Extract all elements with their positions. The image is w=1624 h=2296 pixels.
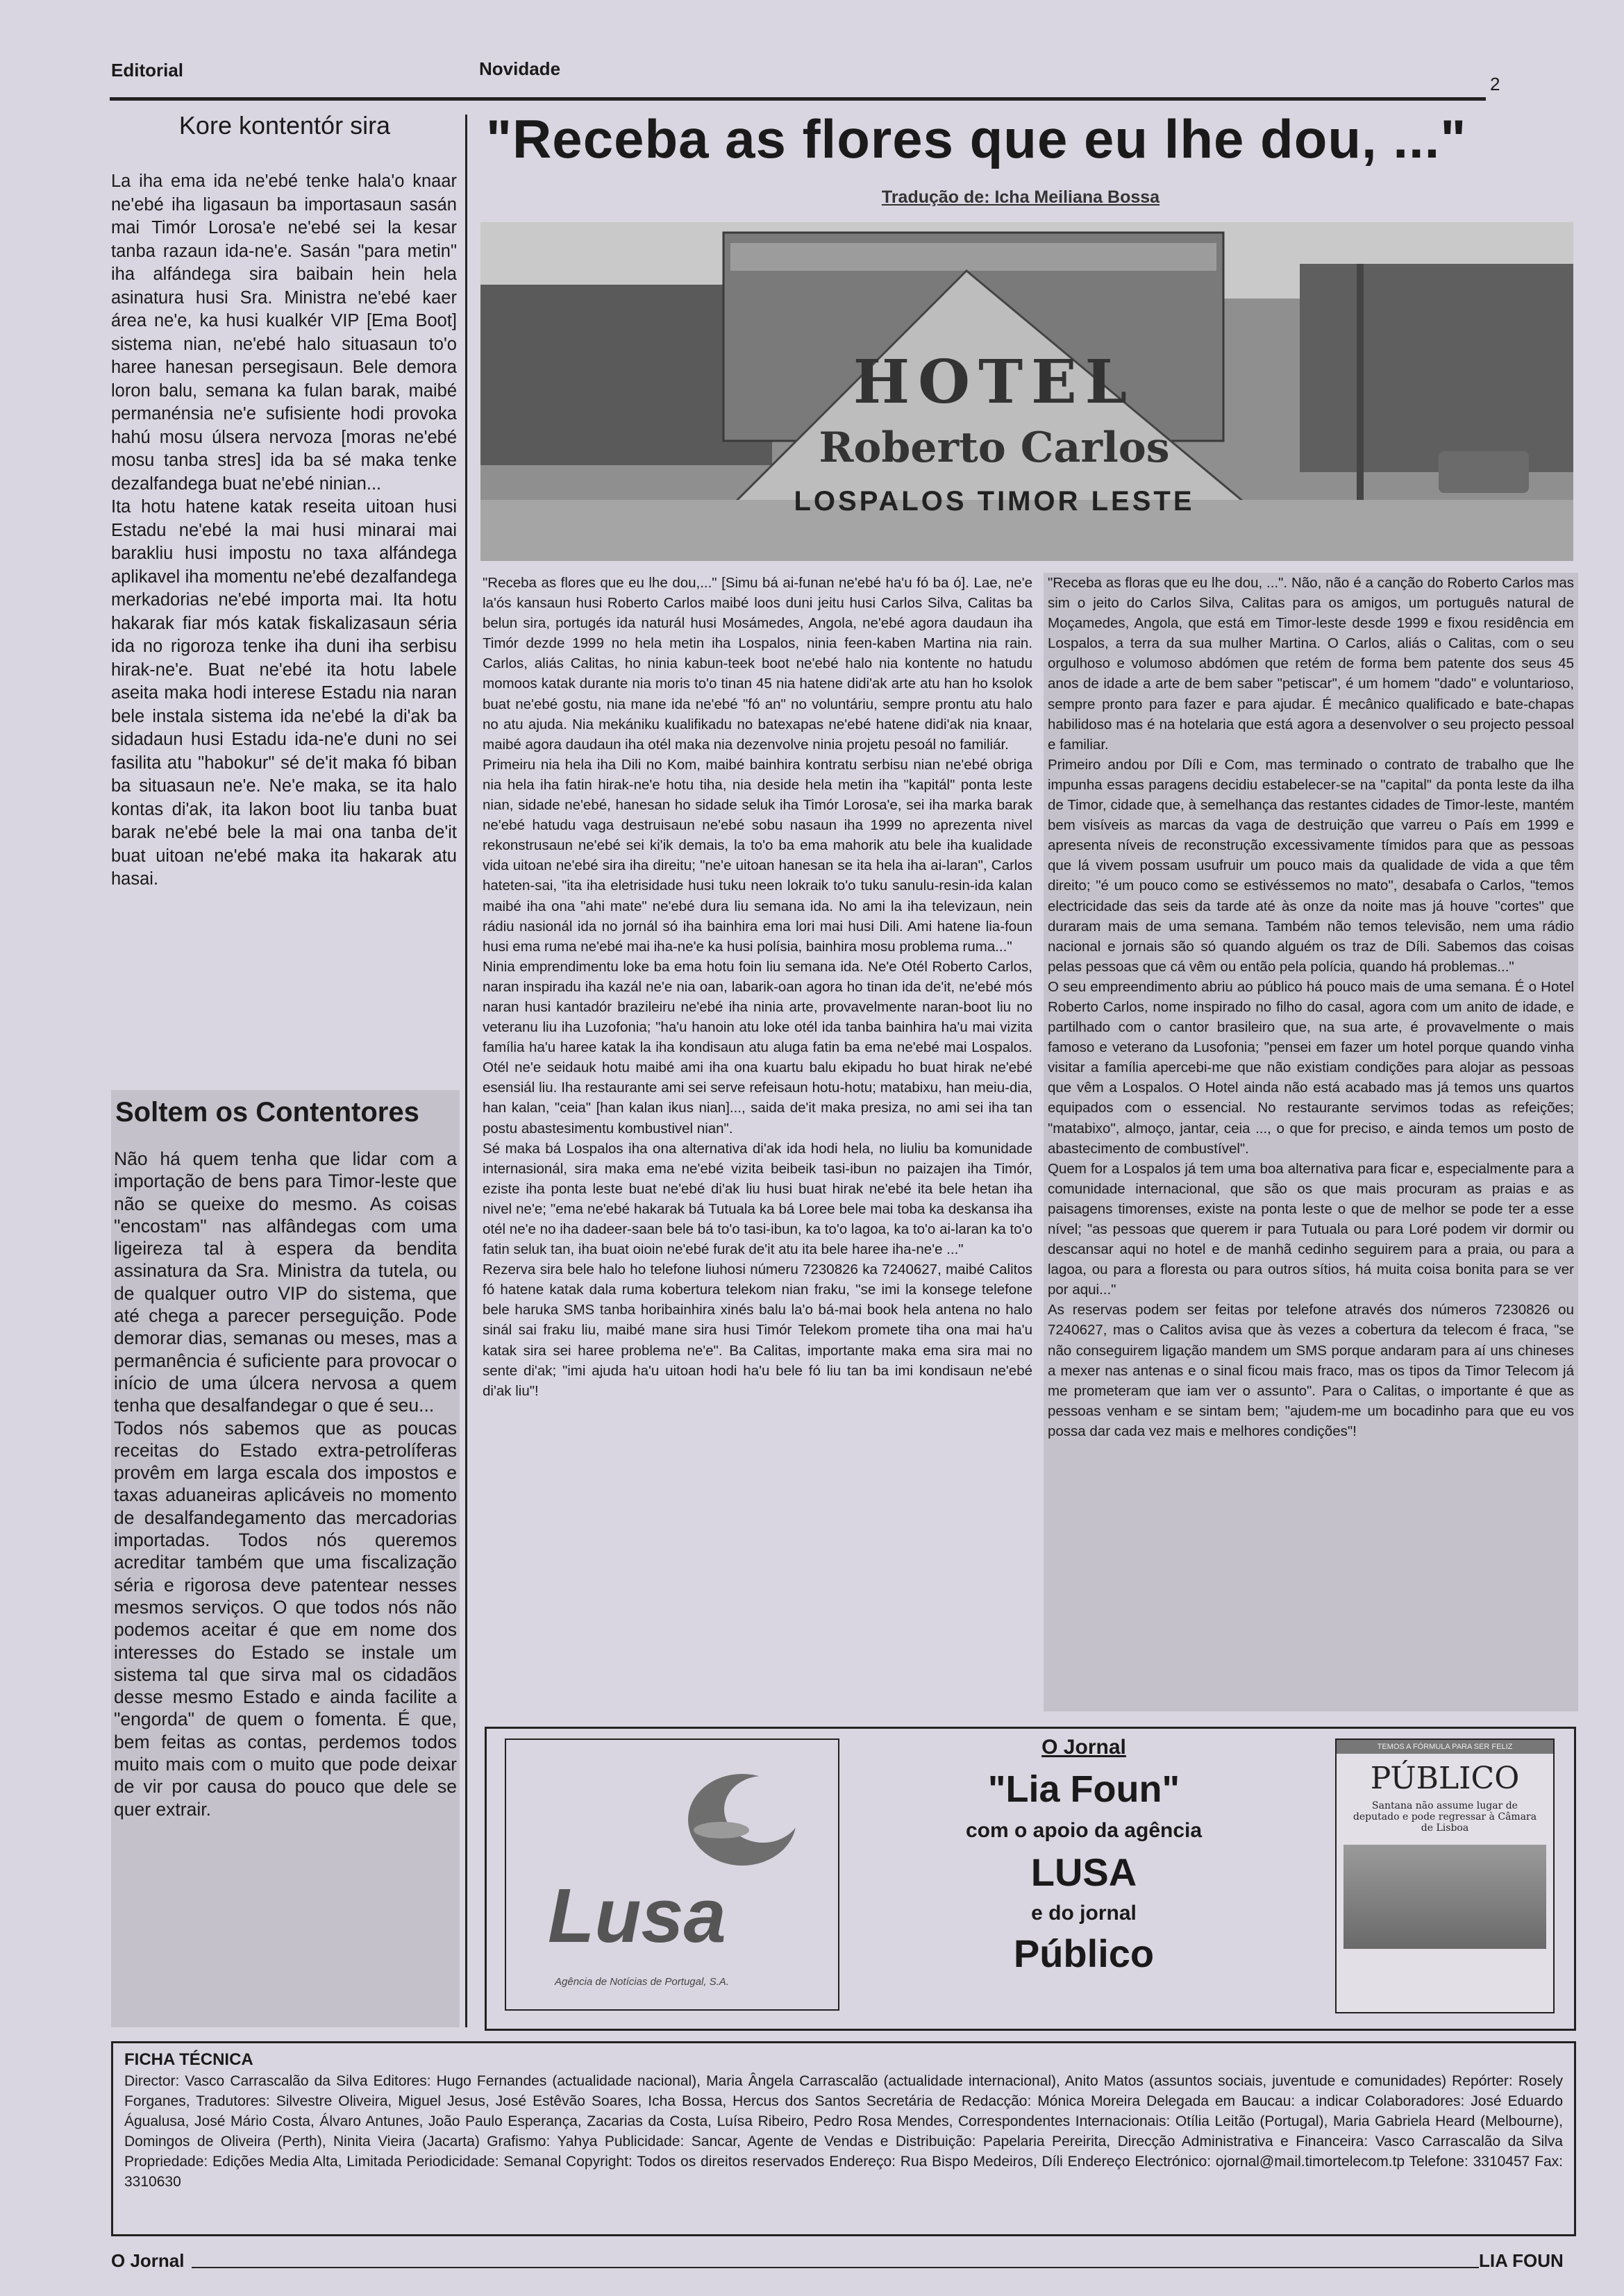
ad-text-block	[910, 1736, 1257, 1976]
ad-line-lia-foun: "Lia Foun"	[987, 1768, 1180, 1810]
editorial-box-pt	[111, 1090, 460, 2027]
hotel-sign-line2: Roberto Carlos	[819, 424, 1170, 472]
publico-photo	[1343, 1845, 1546, 1949]
ad-line-publico: Público	[1013, 1932, 1155, 1975]
section-label-novidade: Novidade	[479, 58, 561, 79]
ad-line-lusa: LUSA	[1030, 1850, 1137, 1894]
article-byline: Tradução de: Icha Meiliana Bossa	[881, 187, 1160, 207]
header-rule	[110, 97, 1486, 101]
section-label-editorial: Editorial	[111, 60, 184, 81]
article-column-pt: "Receba as floras que eu lhe dou, ...". Não, não é a canção do Roberto Carlos mas sim o jeito do Carlos Silva, Calitas para os amigos, um português natural de Moçamedes, Angola, que está em Timor-leste desde 1999 e fixou residência em Lospalos, a terra da sua mulher Martina. O Carlos, aliás o Calitas, com o seu orgulhoso e volumoso abdómen que retém de forma bem patente dos seus 45 anos de idade a arte de bem saber "petiscar", é um homem "dado" e voluntarioso, sempre pronto para fazer e para ajudar. É mecânico qualificado e bate-chapas habilidoso mas é na hotelaria que está agora a desenvolver o seu projecto pessoal e familiar. Primeiro andou por Díli e Com, mas terminado o contrato de trabalho que lhe impunha essas paragens decidiu estabelecer-se na "capital" da ponta leste da ilha de Timor, cidade que, à semelhança das restantes cidades de Timor-leste, mantém bem visíveis as marcas da vaga de destruição que varreu o País em 1999 e apresenta níveis de reconstrução excessivamente tímidos para que as pessoas que lá vivem possam usufruir um pouco mais da qualidade de vida a que têm direito; "é um pouco como se estivéssemos no mato", desabafa o Carlos, "temos electricidade das seis da tarde até às onze da noite mas já houve "cortes" que duraram mais de uma semana. Também não temos televisão, nem uma rádio nacional e jornais são só quando alguém os traz de Díli. Sabemos das coisas pelas pessoas que cá vêm ou então pela polícia, quando há problemas..." O seu empreendimento abriu ao público há pouco mais de uma semana. É o Hotel Roberto Carlos, nome inspirado no filho do casal, agora com um anito de idade, e partilhado com o cantor brasileiro que, na sua arte, é provavelmente o mais famoso e veterano da Lusofonia; "pensei em fazer um hotel porque quando vinha visitar a família apercebi-me que não existiam condições para alojar as pessoas que vêm a Lospalos. O Hotel ainda não está acabado mas já temos uns quartos equipados com o essencial. No restaurante servimos todas as refeições; "matabixo", almoço, jantar, ceia ..., o que for preciso, e ainda temos um posto de abastecimento de combustível". Quem for a Lospalos já tem uma boa alternativa para ficar e, especialmente para a comunidade internacional, que são os que mais procuram as praias e as paisagens timorenses, existe na ponta leste o que de melhor se pode ter a esse nível; "as pessoas que querem ir para Tutuala ou para Loré podem vir dormir ou descansar aqui no hotel e de manhã cedinho seguirem para a praia, ou para a lagoa, ou para a floresta ou para outros sítios, há muita coisa bonita para se ver por aqui..." As reservas podem ser feitas por telefone através dos números 7230826 ou 7240627, mas o Calitos avisa que às vezes a cobertura da telecom é fraca, "se não conseguirem ligação mandem um SMS porque andaram para aí uns chineses a mexer nas antenas e o sinal ficou mais fraco, mas os tipos da Timor Telecom já me prometeram que iam ver o assunto". Para o Calitas, o importante é que as pessoas venham e se sintam bem; "ajudem-me um bocadinho para que eu vos possa dar cada vez mais e melhores condições"!	[1048, 575, 1574, 1439]
footer-rule	[192, 2267, 1479, 2268]
publico-teaser: Santana não assume lugar de deputado e pode regressar à Câmara de Lisboa	[1353, 1800, 1537, 1834]
publico-banner: TEMOS A FÓRMULA PARA SER FELIZ	[1337, 1740, 1553, 1754]
hotel-photo	[480, 222, 1573, 561]
article-headline: "Receba as flores que eu lhe dou, ..."	[486, 108, 1467, 169]
ad-line-o-jornal: O Jornal	[1041, 1736, 1126, 1759]
ad-line-jornal: e do jornal	[1031, 1902, 1137, 1925]
ficha-text: Director: Vasco Carrascalão da Silva Editores: Hugo Fernandes (actualidade nacional), Maria Ângela Carrascalão (actualidade internacional), Anito Matos (assuntos sociais, juventude e comunidades) Repórter: Rosely Forganes, Tradutores: Silvestre Oliveira, Miguel Jesus, José Estêvão Soares, Icha Bossa, Hercus dos Santos Secretária de Redacção: Mónica Moreira Delegada em Baucau: a indicar Colaboradores: José Eduardo Águalusa, José Mário Costa, Álvaro Antunes, João Paulo Esperança, Zacarias da Costa, Luísa Ribeiro, Pedro Rosa Mendes, Correspondentes Internacionais: Otília Leitão (Portugal), Maria Gabriela Heard (Melbourne), Domingos de Oliveira (Perth), Ninita Vieira (Jacarta) Grafismo: Yahya Publicidade: Sancar, Agente de Vendas e Distribuição: Papelaria Pereirita, Direcção Administrativa e Financeira: Vasco Carrascalão da Silva Propriedade: Edições Media Alta, Limitada Periodicidade: Semanal Copyright: Todos os direitos reservados Endereço: Rua Bispo Medeiros, Díli Endereço Electrónico: ojornal@mail.timortelecom.tp Telefone: 3310457 Fax: 3310630	[124, 2073, 1563, 2190]
editorial-title-tetum: Kore kontentór sira	[178, 111, 391, 140]
hotel-sign-line1: HOTEL	[853, 347, 1136, 417]
editorial-body-pt: Não há quem tenha que lidar com a importação de bens para Timor-leste que não se queixe do mesmo. As coisas "encostam" nas alfândegas com uma ligeireza tal à espera da bendita assinatura da Sra. Ministra da tutela, ou de qualquer outro VIP do sistema, que até chega a parecer perseguição. Pode demorar dias, semanas ou meses, mas a permanência é suficiente para provocar o início de uma úlcera nervosa a quem tenha que desalfandegar o que é seu... Todos nós sabemos que as poucas receitas do Estado extra-petrolíferas provêm em larga escala dos impostos e taxas aduaneiras aplicáveis no momento de desalfandegamento das mercadorias importadas. Todos nós queremos acreditar também que uma fiscalização séria e rigorosa deve patentear nesses mesmos serviços. O que todos nós não podemos aceitar é que em nome dos interesses do Estado se instale um sistema tal que sirva mal os cidadãos desse mesmo Estado e ainda facilite a "engorda" de quem o fomenta. É que, bem feitas as contas, perdemos todos muito mais com o muito que pode deixar de vir por causa do pouco que dele se quer extrair.	[114, 1148, 457, 1820]
lusa-logo-panel	[505, 1738, 839, 2011]
lusa-tagline: Agência de Notícias de Portugal, S.A.	[555, 1976, 729, 1988]
article-column-tetum: "Receba as flores que eu lhe dou,..." [Simu bá ai-funan ne'ebé ha'u fó ba ó]. Lae, ne'e la'ós kansaun husi Roberto Carlos maibé loos duni jeitu husi Carlos Silva, Calitas ba belun sira, portugés ida naturál husi Mosámedes, Angola, ne'ebé agora daudaun iha Timór dezde 1999 no hela metin iha Lospalos, ninia feen-kaben Martina nia rain. Carlos, aliás Calitas, ho ninia kabun-teek boot ne'ebé halo nia kontente no hatudu momoos katak durante nia moris to'o tinan 45 nia hatene didi'ak arte atu han ho ksolok buat ne'ebé gostu, nia mane ida ne'ebé "fó an" no voluntáriu, sempre prontu atu halo no atu ajuda. Nia mekániku kualifikadu no batexapas ne'ebé hatene didi'ak nia knaar, maibé agora daudaun iha otél maka nia dezenvolve ninia projetu pesoál no familiár. Primeiru nia hela iha Dili no Kom, maibé bainhira kontratu serbisu nian ne'ebé obriga nia hela iha fatin hirak-ne'e hotu tiha, nia deside hela metin iha "kapitál" ponta leste nian, sidade ne'ebé, hanesan ho sidade seluk iha Timór Lorosa'e, sei iha marka barak ne'ebé hatudu vaga destruisaun ne'ebé sobu nasaun iha 1999 no aprezenta nivel rekonstrusaun ne'ebé sei ki'ik demais, la to'o ba ema mahorik atu bele iha kualidade vida uitoan ne'ebé sira iha direitu; "ne'e uitoan hanesan se ita hela iha ai-laran", Carlos hateten-sai, "ita iha eletrisidade husi tuku neen lokraik to'o tuku sanulu-resin-ida kalan maibé iha ona "ahi mate" ne'ebé dura liu semana ida. No ami la iha televizaun, nein rádiu nasionál ida no jornál só iha bainhira ema lori mai husi Dili. Ami hatene lia-foun husi ema ruma ne'ebé mai iha-ne'e ka husi polísia, bainhira mosu problema ruma..." Ninia emprendimentu loke ba ema hotu foin liu semana ida. Ne'e Otél Roberto Carlos, naran inspiradu iha kazál ne'e nia oan, labarik-oan agora ho tinan ida de'it, ne'ebé mós naran husi kantadór brazileiru ne'ebé iha ninia arte, provavelmente naran-boot liu no veteranu liu iha Luzofonia; "ha'u hanoin atu loke otél ida tanba bainhira ha'u mai vizita família ha'u haree katak la iha kondisaun atu aluga fatin ba ema ne'ebé mai Lospalos. Otél ne'e seidauk hotu maibé ami iha ona kuartu balu ekipadu ho buat hirak ne'ebé esensiál liu. Iha restaurante ami sei serve refeisaun hotu-hotu; matabixu, han meiu-dia, han kalan, "ceia" [han kalan ikus nian]..., saida de'it maka presiza, no ami sei iha tan postu abastesimentu kombustivel nian". Sé maka bá Lospalos iha ona alternativa di'ak ida hodi hela, no liuliu ba komunidade internasionál, sira maka ema ne'ebé vizita beibeik tasi-ibun no paizajen iha Timór, eziste iha ponta leste buat ne'ebé di'ak liu husi buat hirak ne'ebé ita bele hetan iha nivel ne'e; "ema ne'ebé hakarak bá Tutuala ka bá Loree bele mai toba ka deskansa iha otél ne'e no iha dadeer-saan bele bá to'o tasi-ibun, ka to'o lagoa, ka to'o ai-laran ka to'o fatin seluk tan, iha buat oioin ne'ebé furak de'it atu ita bele haree iha-ne'e ..." Rezerva sira bele halo ho telefone liuhosi númeru 7230826 ka 7240627, maibé Calitos fó hatene katak dala ruma kobertura telekom nian fraku, "se imi la konsege telefone bele haruka SMS tanba horibainhira xinés balu la'o bá-mai book hela antena no halo sinál sai fraku liu, maibé mane sira husi Timór Telekom promete tiha ona mai ha'u katak sira sei haree problema ne'e". Ba Calitas, importante maka ema sira mai no sente di'ak; "imi ajuda ha'u uitoan hodi ha'u bele fó liu tan ba imi kondisaun ne'ebé di'ak liu"!	[483, 575, 1032, 1399]
lusa-wordmark: Lusa	[548, 1873, 726, 1959]
editorial-title-pt: Soltem os Contentores	[115, 1097, 419, 1128]
article-column-pt-box	[1044, 573, 1578, 1711]
ad-line-apoio: com o apoio da agência	[965, 1819, 1203, 1842]
publico-thumbnail	[1335, 1738, 1555, 2013]
publico-masthead: PÚBLICO	[1370, 1761, 1520, 1796]
editorial-body-tetum: La iha ema ida ne'ebé tenke hala'o knaar ne'ebé iha ligasaun ba importasaun sasán mai Timór Lorosa'e ne'ebé sei la kesar tanba razaun ida-ne'e. Sasán "para metin" iha alfándega sira baibain hein hela asinatura husi Sra. Ministra ne'ebé kaer área ne'e, ka husi kualkér VIP [Ema Boot] sistema nian, ne'ebé halo situasaun to'o haree hanesan persegisaun. Bele demora loron balu, semana ka fulan barak, maibé permanénsia ne'e sufisiente hodi provoka hahú mosu úlsera nervoza [moras ne'ebé mosu tanba stres] ida ba sé maka tenke dezalfandega buat ne'ebé ninian... Ita hotu hatene katak reseita uitoan husi Estadu ne'ebé la mai husi minarai mai barakliu husi impostu no taxa alfándega aplikavel iha momentu ne'ebé dezalfandega merkadorias ne'ebé importa mai. Ita hotu hakarak fiar mós katak fiskalizasaun séria ida no rigoroza tenke iha duni iha serbisu hirak-ne'e. Buat ne'ebé ita hotu labele aseita maka hodi interese Estadu nia naran bele instala sistema ida ne'ebé la di'ak ba sidadaun husi Estadu ida-ne'e duni no sei fasilita atu "habokur" sé de'it maka fó biban ba situasaun ne'e. Ne'e maka, se ita halo kontas di'ak, ita lakon boot liu tanba buat barak ne'ebé bele la mai ona tanba de'it buat uitoan ne'ebé maka ita hakarak atu hasai.	[111, 171, 457, 889]
page-number: 2	[1490, 74, 1500, 94]
footer-right: LIA FOUN	[1479, 2250, 1564, 2271]
ficha-tecnica-box	[111, 2041, 1576, 2236]
ficha-title: FICHA TÉCNICA	[124, 2050, 253, 2069]
ad-box	[485, 1727, 1576, 2031]
column-divider	[465, 115, 467, 2027]
footer-left: O Jornal	[111, 2250, 185, 2271]
hotel-sign-line3: LOSPALOS TIMOR LESTE	[794, 486, 1195, 517]
lusa-globe-icon	[680, 1768, 805, 1872]
